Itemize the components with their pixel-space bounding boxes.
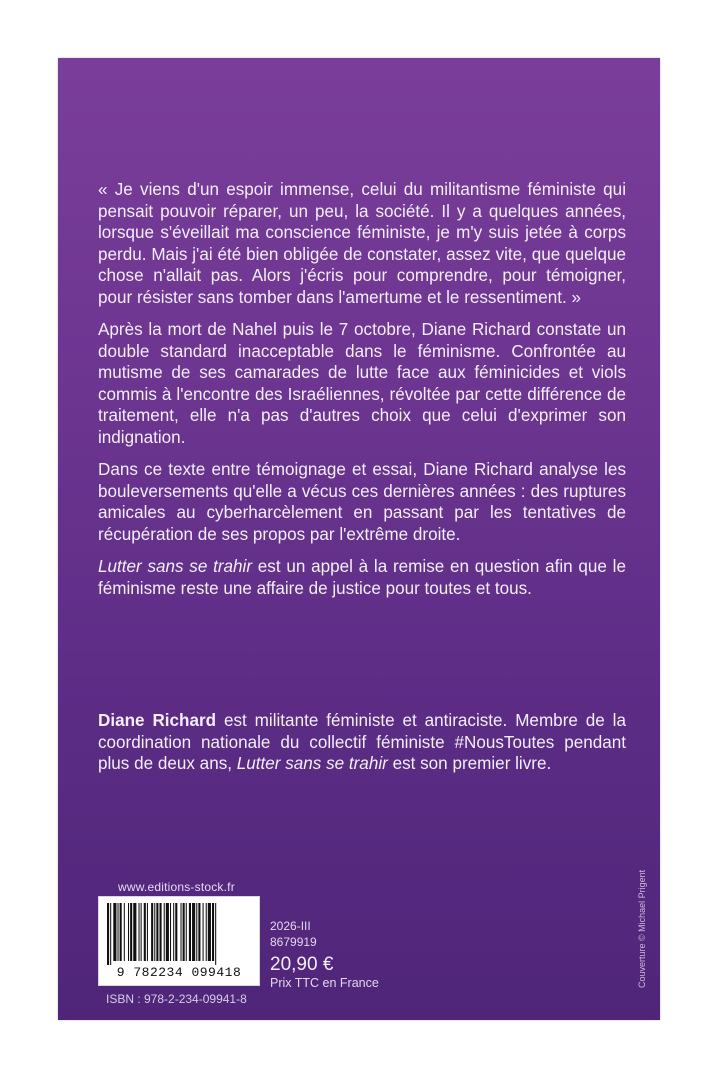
reference-code-1: 2026-III: [270, 919, 311, 933]
summary-paragraph-3: [98, 556, 626, 599]
cover-credit: Couverture © Michael Prigent: [637, 869, 647, 988]
barcode-bar: [141, 903, 142, 961]
back-cover: [58, 58, 660, 1020]
barcode-bar: [192, 903, 195, 961]
barcode-bar: [139, 903, 140, 961]
barcode-bar: [124, 903, 125, 961]
summary-paragraph-2: Dans ce texte entre témoignage et essai, Diane Richard analyse les bouleversements qu'elle a vécus ces dernières années : des ruptures amicales au cyberharcèlement en passant par les tentatives de récupération de ses propos par l'extrême droite.: [98, 460, 626, 544]
barcode-bar: [151, 903, 153, 961]
author-bio: [98, 710, 626, 775]
barcode: [98, 896, 260, 986]
barcode-bar: [183, 903, 185, 961]
barcode-bar: [181, 903, 182, 961]
barcode-bar: [206, 903, 207, 961]
barcode-bar: [175, 903, 177, 961]
barcode-bar: [189, 903, 191, 961]
barcode-bar: [118, 903, 119, 961]
barcode-bar: [186, 903, 187, 961]
barcode-bar: [156, 903, 158, 961]
barcode-digits: 9 782234 099418: [116, 965, 242, 980]
reference-code-2: 8679919: [270, 935, 317, 949]
barcode-bar: [107, 903, 109, 965]
barcode-bar: [208, 903, 211, 961]
barcode-bar: [212, 903, 214, 961]
barcode-bar: [215, 903, 216, 965]
barcode-bar: [130, 903, 132, 961]
barcode-bar: [120, 903, 122, 961]
barcode-bar: [144, 903, 146, 961]
barcode-bar: [113, 903, 116, 961]
barcode-bar: [154, 903, 155, 961]
reference-codes: [270, 918, 317, 950]
book-title-bio: Lutter sans se trahir: [236, 754, 388, 773]
summary-paragraph-1: Après la mort de Nahel puis le 7 octobre, Diane Richard constate un double standard inacceptable dans le féminisme. Confrontée au mutisme de ses camarades de lutte face aux féminicides et viols commis à l'encontre des Israéliennes, révoltée par cette différence de traitement, elle n'a pas d'autres choix que celui d'exprimer son indignation.: [98, 320, 626, 447]
barcode-bar: [147, 903, 148, 961]
publisher-website: www.editions-stock.fr: [118, 880, 235, 894]
author-bio-text-1: est militante féministe et antiraciste. Membre de la coordination nationale du collectif féministe #NousToutes pendant plus de deux ans,: [98, 711, 626, 773]
isbn: ISBN : 978-2-234-09941-8: [106, 992, 247, 1006]
barcode-bar: [198, 903, 200, 961]
barcode-bar: [166, 903, 169, 961]
author-quote: « Je viens d'un espoir immense, celui du militantisme féministe qui pensait pouvoir réparer, un peu, la société. Il y a quelques années, lorsque s'éveillait ma conscience féministe, je m'y suis jetée à corps perdu. Mais j'ai été bien obligée de constater, assez vite, que quelque chose n'allait pas. Alors j'écris pour comprendre, pour témoigner, pour résister sans tomber dans l'amertume et le ressentiment. »: [98, 180, 626, 307]
blurb: [98, 179, 626, 610]
barcode-bar: [164, 903, 165, 961]
barcode-bar: [110, 903, 111, 965]
barcode-bar: [128, 903, 129, 961]
barcode-bar: [173, 903, 174, 961]
barcode-bar: [170, 903, 171, 961]
barcode-bar: [203, 903, 204, 961]
book-title-inline: Lutter sans se trahir: [98, 557, 253, 576]
barcode-bar: [160, 903, 162, 961]
price: 20,90 €: [270, 954, 334, 975]
price-note: Prix TTC en France: [270, 976, 379, 990]
barcode-bar: [196, 903, 197, 961]
author-bio-text-2: est son premier livre.: [387, 754, 552, 773]
barcode-bar: [133, 903, 136, 961]
author-name: Diane Richard: [98, 711, 217, 730]
barcode-bars: [99, 897, 259, 965]
summary-paragraph-3-text: est un appel à la remise en question afin que le féminisme reste une affaire de justice pour toutes et tous.: [98, 557, 626, 598]
